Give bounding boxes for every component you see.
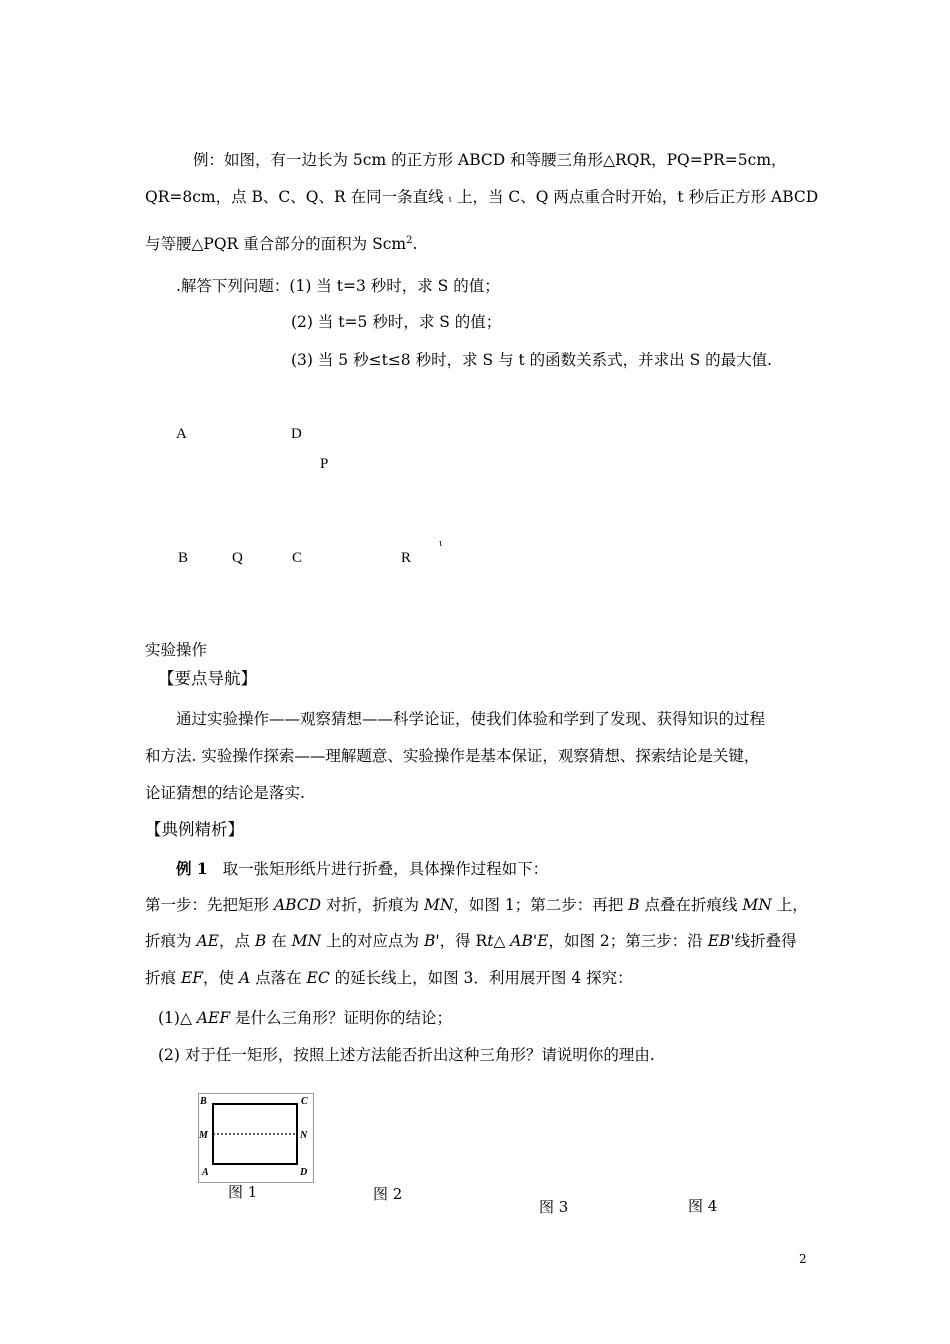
example1-question-2: (2) 对于任一矩形，按照上述方法能否折出这种三角形？请说明你的理由. — [158, 1046, 655, 1064]
fig1-label-b: B — [200, 1096, 207, 1107]
example-line-1: 例：如图，有一边长为 5cm 的正方形 ABCD 和等腰三角形△RQR，PQ=PR=5cm， — [193, 151, 787, 169]
label-q: Q — [232, 550, 243, 566]
line-l-symbol: ι — [448, 195, 453, 205]
example-line-2b: 上，当 C、Q 两点重合时开始，t 秒后正方形 ABCD — [457, 188, 819, 206]
section-title: 实验操作 — [145, 641, 208, 659]
example-line-3-text: 与等腰△PQR 重合部分的面积为 Scm — [145, 235, 407, 254]
key-points-para-3: 论证猜想的结论是落实. — [145, 784, 305, 802]
example1-question-1: (1)△ AEF 是什么三角形？证明你的结论； — [158, 1009, 453, 1027]
fig1-label-c: C — [301, 1096, 308, 1107]
caption-fig-4: 图 4 — [688, 1197, 718, 1215]
label-d: D — [291, 426, 302, 442]
key-points-para-1: 通过实验操作——观察猜想——科学论证，使我们体验和学到了发现、获得知识的过程 — [176, 710, 766, 728]
question-2: (2) 当 t=5 秒时，求 S 的值； — [291, 313, 502, 331]
label-line-l: ι — [439, 539, 443, 549]
figure-1-rectangle — [198, 1093, 314, 1183]
page-number: 2 — [799, 1252, 807, 1266]
caption-fig-3: 图 3 — [539, 1198, 569, 1216]
example1-intro-line — [176, 861, 548, 878]
fig1-label-m: M — [199, 1130, 208, 1141]
label-c: C — [292, 550, 303, 566]
examples-heading: 【典例精析】 — [145, 820, 244, 839]
key-points-para-2: 和方法. 实验操作探索——理解题意、实验操作是基本保证，观察猜想、探索结论是关键， — [145, 747, 760, 765]
example1-label: 例 1 — [176, 859, 208, 878]
superscript-2: 2 — [406, 235, 413, 246]
example-line-3-end: . — [412, 235, 418, 254]
fig1-label-n: N — [300, 1130, 308, 1141]
label-b: B — [178, 550, 189, 566]
caption-fig-2: 图 2 — [373, 1185, 403, 1203]
example1-step-line-1: 第一步：先把矩形 ABCD 对折，折痕为 MN，如图 1；第二步：再把 B 点叠在折痕线 MN 上， — [145, 896, 808, 914]
label-p: P — [320, 456, 329, 472]
example1-step-line-2: 折痕为 AE，点 B 在 MN 上的对应点为 B'，得 Rt△ AB'E，如图 2；第三步：沿 EB'线折叠得 — [145, 932, 797, 950]
fig1-label-a: A — [202, 1167, 209, 1178]
example-line-2 — [145, 190, 818, 206]
question-1: .解答下列问题：(1) 当 t=3 秒时，求 S 的值； — [176, 277, 500, 295]
example1-step-line-3: 折痕 EF，使 A 点落在 EC 的延长线上，如图 3．利用展开图 4 探究： — [145, 969, 633, 987]
key-points-heading: 【要点导航】 — [158, 669, 257, 688]
example-line-2a: QR=8cm，点 B、C、Q、R 在同一条直线 — [145, 188, 444, 206]
caption-fig-1: 图 1 — [228, 1183, 258, 1201]
label-r: R — [401, 550, 412, 566]
fig1-label-d: D — [300, 1167, 308, 1178]
example1-intro: 取一张矩形纸片进行折叠，具体操作过程如下： — [222, 860, 549, 878]
label-a: A — [176, 426, 187, 442]
question-3: (3) 当 5 秒≤t≤8 秒时，求 S 与 t 的函数关系式，并求出 S 的最大值. — [291, 351, 773, 369]
example-line-3 — [145, 236, 417, 253]
